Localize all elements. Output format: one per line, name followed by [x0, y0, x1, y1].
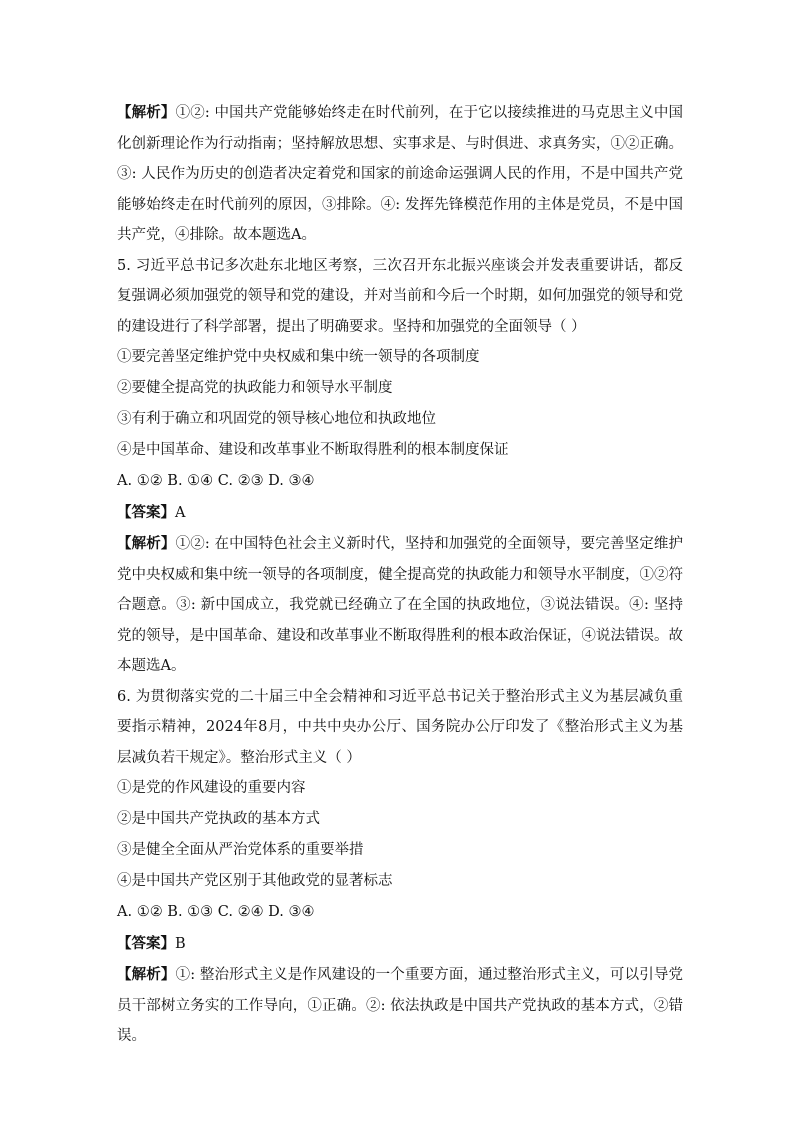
answer-tag: 【答案】 — [117, 504, 175, 521]
analysis-tag: 【解析】 — [117, 535, 176, 552]
analysis-tag: 【解析】 — [117, 104, 176, 121]
statement-item: ①要完善坚定维护党中央权威和集中统一领导的各项制度 — [117, 349, 480, 365]
document-page — [117, 98, 683, 1052]
analysis-text: ①②: 中国共产党能够始终走在时代前列，在于它以接续推进的马克思主义中国化创新理论作为行动指南；坚持解放思想、实事求是、与时俱进、求真务实，①②正确。③: 人民作为历史的创造者决定着党和国家的前途命运强调人民的作用，不是中国共产党能够始终走在时代前列的原因，③排除。④: 发挥先锋模范作用的主体是党员，不是中国共产党，④排除。故本题选A。 — [117, 105, 684, 243]
answer-line-q6 — [117, 928, 683, 960]
answer-value: A — [175, 505, 186, 521]
statement-item: ④是中国革命、建设和改革事业不断取得胜利的根本制度保证 — [117, 442, 509, 458]
statement-item: ④是中国共产党区别于其他政党的显著标志 — [117, 873, 393, 889]
statement-item: ②是中国共产党执政的基本方式 — [117, 811, 320, 827]
statement-item: ①是党的作风建设的重要内容 — [117, 780, 306, 796]
analysis-paragraph-q5 — [117, 529, 683, 682]
question-stem-q5: 5. 习近平总书记多次赴东北地区考察，三次召开东北振兴座谈会并发表重要讲话，都反复强调必须加强党的领导和党的建设，并对当前和今后一个时期，如何加强党的领导和党的建设进行了科学部署，提出了明确要求。坚持和加强党的全面领导（ ） — [117, 257, 683, 335]
question-stem-q6: 6. 为贯彻落实党的二十届三中全会精神和习近平总书记关于整治形式主义为基层减负重要指示精神，2024年8月，中共中央办公厅、国务院办公厅印发了《整治形式主义为基层减负若干规定》。整治形式主义（ ） — [117, 688, 683, 766]
analysis-paragraph-q6 — [117, 960, 683, 1052]
answer-line-q5 — [117, 497, 683, 529]
answer-options: A. ①② B. ①③ C. ②④ D. ③④ — [117, 904, 315, 920]
analysis-tag: 【解析】 — [117, 966, 176, 983]
analysis-text: ①②: 在中国特色社会主义新时代，坚持和加强党的全面领导，要完善坚定维护党中央权威和集中统一领导的各项制度，健全提高党的执政能力和领导水平制度，①②符合题意。③: 新中国成立，我党就已经确立了在全国的执政地位，③说法错误。④: 坚持党的领导，是中国革命、建设和改革事业不断取得胜利的根本政治保证，④说法错误。故本题选A。 — [117, 536, 684, 674]
answer-options: A. ①② B. ①④ C. ②③ D. ③④ — [117, 473, 315, 489]
statement-item: ②要健全提高党的执政能力和领导水平制度 — [117, 380, 393, 396]
analysis-text: ①: 整治形式主义是作风建设的一个重要方面，通过整治形式主义，可以引导党员干部树立务实的工作导向，①正确。②: 依法执政是中国共产党执政的基本方式，②错误。 — [117, 967, 684, 1044]
answer-value: B — [175, 936, 186, 952]
analysis-paragraph-q4 — [117, 98, 683, 251]
statement-item: ③有利于确立和巩固党的领导核心地位和执政地位 — [117, 411, 436, 427]
answer-tag: 【答案】 — [117, 935, 175, 952]
statement-item: ③是健全全面从严治党体系的重要举措 — [117, 842, 364, 858]
